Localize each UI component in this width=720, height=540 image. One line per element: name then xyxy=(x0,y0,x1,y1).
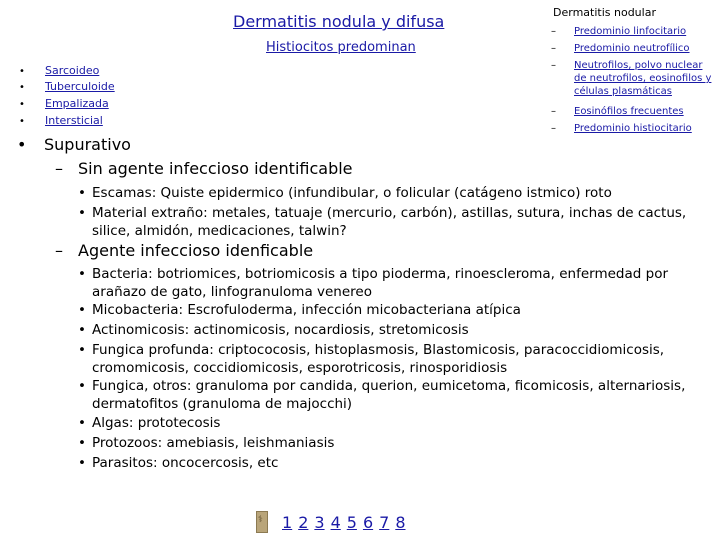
link-predominio-linfocitario[interactable]: Predominio linfocitario xyxy=(574,26,687,37)
bullet: • xyxy=(78,435,86,451)
list-item xyxy=(78,321,702,339)
bullet: • xyxy=(78,205,86,221)
list-item xyxy=(78,341,702,377)
list-item-text: Fungica, otros: granuloma por candida, querion, eumicetoma, ficomicosis, alternariosis, dermatofitos (granuloma de majocchi) xyxy=(92,378,686,412)
dash-marker: – xyxy=(551,43,556,54)
dash-marker: – xyxy=(55,159,63,178)
bullet: • xyxy=(19,116,25,127)
list-item xyxy=(78,434,702,452)
bullet: • xyxy=(78,415,86,431)
page-link-4[interactable]: 4 xyxy=(330,512,341,532)
title-link-dermatitis-nodula-difusa[interactable]: Dermatitis nodula y difusa xyxy=(233,12,445,31)
dash-marker: – xyxy=(551,106,556,117)
bullet: • xyxy=(78,302,86,318)
list-item-text: Protozoos: amebiasis, leishmaniasis xyxy=(92,435,335,451)
dash-marker: – xyxy=(551,123,556,134)
list-item-text: Bacteria: botriomices, botriomicosis a tipo pioderma, rinoescleroma, enfermedad por arañazo de gato, linfogranuloma venereo xyxy=(92,266,668,300)
agent-heading: Agente infeccioso idenficable xyxy=(78,241,314,260)
link-intersticial[interactable]: Intersticial xyxy=(45,114,103,127)
link-predominio-neutrofilico[interactable]: Predominio neutrofílico xyxy=(574,43,690,54)
bullet: • xyxy=(78,185,86,201)
link-predominio-histiocitario[interactable]: Predominio histiocitario xyxy=(574,123,692,134)
bullet: • xyxy=(19,82,25,93)
page-link-3[interactable]: 3 xyxy=(314,512,325,532)
link-sarcoideo[interactable]: Sarcoideo xyxy=(45,64,100,77)
link-tuberculoide[interactable]: Tuberculoide xyxy=(45,80,115,93)
no-agent-heading: Sin agente infeccioso identificable xyxy=(78,159,353,178)
list-item-text: Actinomicosis: actinomicosis, nocardiosis, stretomicosis xyxy=(92,322,469,338)
list-item xyxy=(78,377,702,413)
dash-marker: – xyxy=(551,60,556,71)
link-empalizada[interactable]: Empalizada xyxy=(45,97,109,110)
list-item-text: Fungica profunda: criptococosis, histoplasmosis, Blastomicosis, paracoccidiomicosis, cromomicosis, coccidiomicosis, esporotricosis, rinosporidiosis xyxy=(92,342,665,376)
list-item xyxy=(78,454,702,472)
list-item-text: Material extraño: metales, tatuaje (mercurio, carbón), astillas, sutura, inchas de cactus, silice, almidón, medicaciones, talwin? xyxy=(92,205,687,239)
home-caduceus-icon[interactable] xyxy=(256,511,268,533)
page-link-6[interactable]: 6 xyxy=(362,512,374,532)
bullet: • xyxy=(78,266,86,282)
list-item-text: Algas: prototecosis xyxy=(92,415,221,431)
link-neutrofilos-polvo-nuclear[interactable]: Neutrofilos, polvo nuclear de neutrofilos, eosinofilos y células plasmáticas xyxy=(574,60,712,97)
list-item xyxy=(78,204,702,240)
list-item xyxy=(78,301,702,319)
link-eosinofilos-frecuentes[interactable]: Eosinófilos frecuentes xyxy=(574,106,684,117)
page-link-1[interactable]: 1 xyxy=(282,512,293,532)
page-link-5[interactable]: 5 xyxy=(346,512,357,532)
bullet: • xyxy=(19,66,25,77)
subtitle-link-histiocitos[interactable]: Histiocitos predominan xyxy=(266,40,416,55)
list-item-text: Escamas: Quiste epidermico (infundibular, o folicular (catágeno istmico) roto xyxy=(92,185,612,201)
page-link-8[interactable]: 8 xyxy=(395,512,406,532)
list-item xyxy=(78,184,702,202)
dash-marker: – xyxy=(551,26,556,37)
list-item xyxy=(78,414,702,432)
bullet: • xyxy=(19,99,25,110)
bullet: • xyxy=(78,378,86,394)
page-link-7[interactable]: 7 xyxy=(379,512,390,532)
pagination xyxy=(256,511,406,533)
list-item xyxy=(78,265,702,301)
bullet: • xyxy=(78,455,86,471)
bullet: • xyxy=(78,342,86,358)
bullet: • xyxy=(78,322,86,338)
page-link-2[interactable]: 2 xyxy=(298,512,309,532)
list-item-text: Micobacteria: Escrofuloderma, infección micobacteriana atípica xyxy=(92,302,521,318)
list-item-text: Parasitos: oncocercosis, etc xyxy=(92,455,279,471)
bullet: • xyxy=(17,135,27,154)
dash-marker: – xyxy=(55,241,63,260)
right-panel-title: Dermatitis nodular xyxy=(553,6,656,19)
supurativo-heading: Supurativo xyxy=(44,135,131,154)
